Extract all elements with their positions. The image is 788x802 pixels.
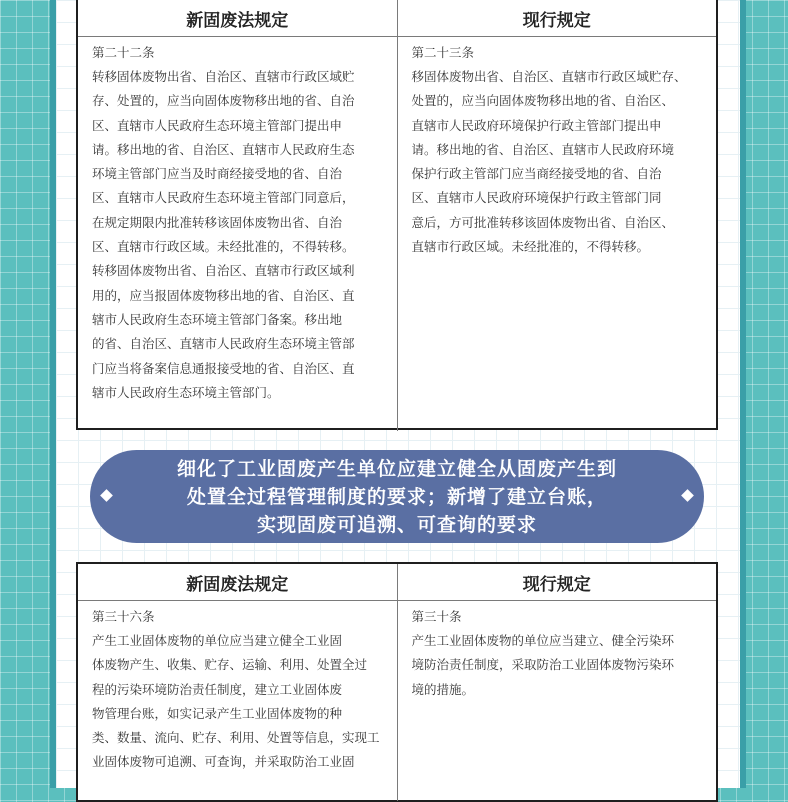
text-line: 存、处置的，应当向固体废物移出地的省、自治 bbox=[92, 93, 355, 109]
new-law-text bbox=[92, 629, 385, 775]
current-law-cell bbox=[397, 37, 717, 431]
table-header bbox=[78, 564, 716, 601]
current-law-text bbox=[412, 65, 705, 259]
text-line: 转移固体废物出省、自治区、直辖市行政区域贮 bbox=[92, 69, 355, 84]
text-line: 境的措施。 bbox=[411, 681, 475, 697]
table-body bbox=[78, 37, 716, 431]
text-line: 门应当将备案信息通报接受地的省、自治区、直 bbox=[92, 360, 355, 376]
header-current-law: 现行规定 bbox=[397, 564, 717, 600]
diamond-left-icon bbox=[100, 489, 113, 502]
current-law-cell bbox=[397, 601, 717, 801]
text-line: 在规定期限内批准转移该固体废物出省、自治 bbox=[92, 214, 343, 230]
table-body bbox=[78, 601, 716, 801]
new-law-cell bbox=[78, 601, 397, 801]
text-line: 辖市人民政府生态环境主管部门备案。移出地 bbox=[92, 311, 343, 327]
banner-line: 细化了工业固废产生单位应建立健全从固废产生到 bbox=[176, 457, 617, 480]
text-line: 业固体废物可追溯、可查询，并采取防治工业固 bbox=[92, 754, 355, 770]
text-line: 移固体废物出省、自治区、直辖市行政区域贮存、 bbox=[411, 69, 687, 84]
current-law-article-number: 第二十三条 bbox=[411, 45, 475, 60]
text-line: 类、数量、流向、贮存、利用、处置等信息，实现工 bbox=[92, 730, 380, 746]
header-current-law: 现行规定 bbox=[397, 0, 717, 36]
text-line: 的省、自治区、直辖市人民政府生态环境主管部 bbox=[92, 336, 355, 352]
text-line: 体废物产生、收集、贮存、运输、利用、处置全过 bbox=[92, 657, 368, 673]
comparison-table-2 bbox=[76, 562, 718, 802]
text-line: 直辖市行政区域。未经批准的，不得转移。 bbox=[411, 239, 650, 255]
text-line: 用的，应当报固体废物移出地的省、自治区、直 bbox=[92, 287, 355, 303]
new-law-cell bbox=[78, 37, 397, 431]
header-new-law: 新固废法规定 bbox=[186, 574, 289, 595]
text-line: 请。移出地的省、自治区、直辖市人民政府环境 bbox=[411, 141, 675, 157]
text-line: 程的污染环境防治责任制度，建立工业固体废 bbox=[92, 681, 343, 697]
right-frame-edge bbox=[740, 0, 746, 788]
current-law-article-number: 第三十条 bbox=[411, 609, 462, 624]
new-law-article-number: 第三十六条 bbox=[92, 609, 155, 624]
new-law-text bbox=[92, 65, 385, 405]
text-line: 请。移出地的省、自治区、直辖市人民政府生态 bbox=[92, 141, 355, 157]
text-line: 产生工业固体废物的单位应当建立健全工业固 bbox=[92, 633, 343, 648]
text-line: 区、直辖市人民政府生态环境主管部门提出申 bbox=[92, 117, 343, 133]
summary-banner bbox=[90, 450, 704, 543]
text-line: 产生工业固体废物的单位应当建立、健全污染环 bbox=[411, 633, 675, 648]
text-line: 意后，方可批准转移该固体废物出省、自治区、 bbox=[411, 214, 675, 230]
text-line: 区、直辖市人民政府环境保护行政主管部门同 bbox=[411, 190, 662, 206]
text-line: 区、直辖市行政区域。未经批准的，不得转移。 bbox=[92, 239, 355, 255]
text-line: 区、直辖市人民政府生态环境主管部门同意后， bbox=[92, 190, 355, 206]
text-line: 境防治责任制度，采取防治工业固体废物污染环 bbox=[411, 657, 675, 673]
text-line: 转移固体废物出省、自治区、直辖市行政区域利 bbox=[92, 263, 355, 279]
text-line: 物管理台账，如实记录产生工业固体废物的种 bbox=[92, 705, 343, 721]
new-law-article-number: 第二十二条 bbox=[92, 45, 155, 60]
text-line: 处置的，应当向固体废物移出地的省、自治区、 bbox=[411, 93, 675, 109]
text-line: 环境主管部门应当及时商经接受地的省、自治 bbox=[92, 166, 343, 182]
header-new-law: 新固废法规定 bbox=[186, 10, 289, 31]
text-line: 直辖市人民政府环境保护行政主管部门提出申 bbox=[411, 117, 662, 133]
text-line: 辖市人民政府生态环境主管部门。 bbox=[92, 384, 280, 400]
comparison-table-1 bbox=[76, 0, 718, 430]
text-line: 保护行政主管部门应当商经接受地的省、自治 bbox=[411, 166, 662, 182]
banner-line: 处置全过程管理制度的要求；新增了建立台账， bbox=[186, 485, 607, 508]
banner-line: 实现固废可追溯、可查询的要求 bbox=[256, 513, 537, 536]
table-header bbox=[78, 0, 716, 37]
current-law-text bbox=[412, 629, 705, 702]
diamond-right-icon bbox=[681, 489, 694, 502]
